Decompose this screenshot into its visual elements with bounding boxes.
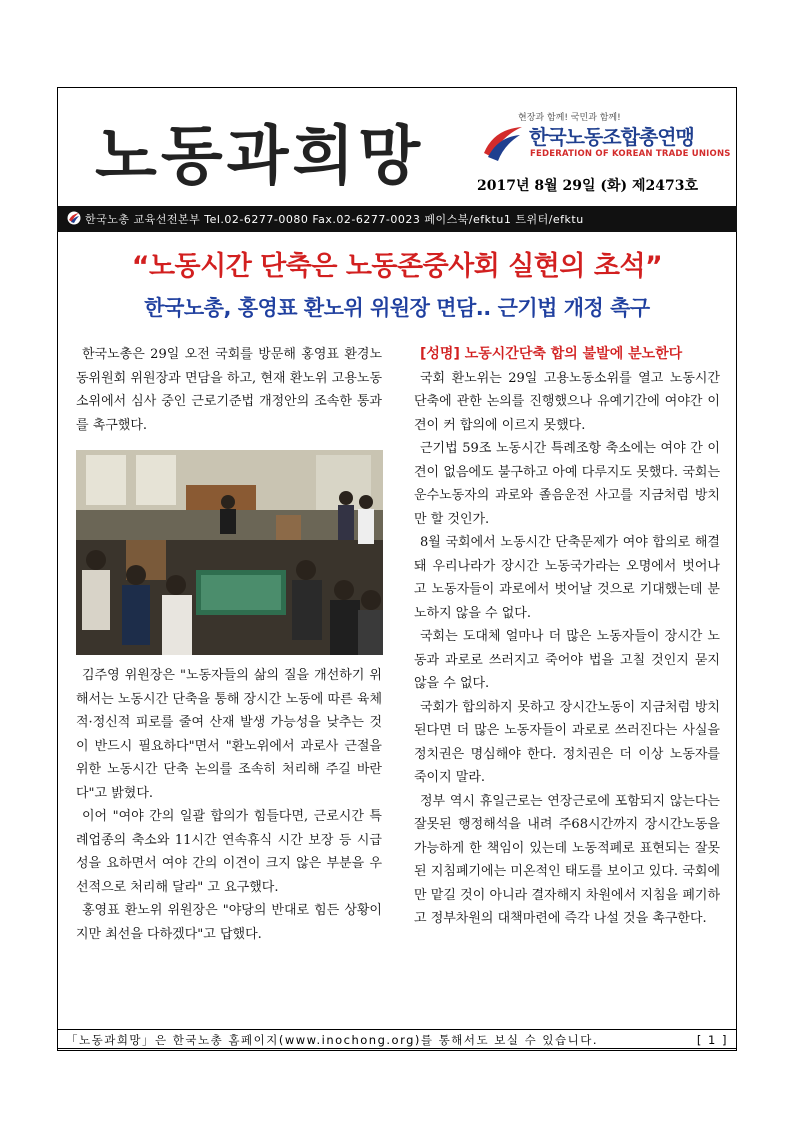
- meeting-photo: [76, 450, 383, 655]
- org-name-english: FEDERATION OF KOREAN TRADE UNIONS: [530, 149, 731, 159]
- meeting-photo-image: [76, 450, 383, 655]
- newsletter-title: 노동과희망: [95, 119, 425, 194]
- headline: “노동시간 단축은 노동존중사회 실현의 초석”: [131, 251, 663, 282]
- page-number: [ 1 ]: [696, 1033, 728, 1047]
- footer: [57, 1029, 737, 1051]
- article-paragraph: 홍영표 환노위 위원장은 "야당의 반대로 힘든 상황이지만 최선을 다하겠다"고 답했다.: [76, 903, 382, 942]
- statement-paragraph: 국회 환노위는 29일 고용노동소위를 열고 노동시간 단축에 관한 논의를 진행했으나 유예기간에 여야간 이견이 커 합의에 이르지 못했다.: [414, 370, 720, 433]
- contact-bar: [57, 206, 737, 232]
- right-column: [414, 343, 720, 931]
- statement-title: [성명] 노동시간단축 합의 불발에 분노한다: [420, 346, 683, 362]
- statement-paragraph: 정부 역시 휴일근로는 연장근로에 포함되지 않는다는 잘못된 행정해석을 내려 주68시간까지 장시간노동을 가능하게 한 책임이 있는데 노동적폐로 표현되는 잘못된 지침폐기에는 미온적인 태도를 보이고 있다. 국회에만 맡길 것이 아니라 결자해지 차원에서 지침을 폐기하고 정부차원의 대책마련에 즉각 나설 것을 촉구한다.: [414, 793, 720, 926]
- subheadline: 한국노총, 홍영표 환노위 위원장 면담.. 근기법 개정 촉구: [144, 296, 650, 320]
- statement-paragraph: 국회는 도대체 얼마나 더 많은 노동자들이 장시간 노동과 과로로 쓰러지고 죽어야 법을 고칠 것인지 묻지 않을 수 없다.: [414, 629, 720, 691]
- footer-text: 「노동과희망」은 한국노총 홈페이지(www.inochong.org)를 통해서도 보실 수 있습니다.: [66, 1033, 598, 1047]
- statement-paragraph: 근기법 59조 노동시간 특례조항 축소에는 여야 간 이견이 없음에도 불구하고 아예 다루지도 못했다. 국회는 운수노동자의 과로와 졸음운전 사고를 지금처럼 방치만 할 것인가.: [414, 441, 720, 527]
- slogan: 현장과 함께! 국민과 함께!: [518, 113, 621, 123]
- article-paragraph: 이어 "여야 간의 일괄 합의가 힘들다면, 근로시간 특례업종의 축소와 11시간 연속휴식 시간 보장 등 시급성을 요하면서 여야 간의 이견이 크지 않은 부분을 우선적으로 처리해 달라" 고 요구했다.: [76, 809, 382, 895]
- article-paragraph: 김주영 위원장은 "노동자들의 삶의 질을 개선하기 위해서는 노동시간 단축을 통해 장시간 노동에 따른 육체적·정신적 피로를 줄여 산재 발생 가능성을 낮추는 것이 반드시 필요하다"면서 "환노위에서 과로사 근절을 위한 노동시간 단축 논의를 조속히 처리해 주길 바란다"고 밝혔다.: [76, 668, 382, 801]
- statement-paragraph: 8월 국회에서 노동시간 단축문제가 여야 합의로 해결돼 우리나라가 장시간 노동국가라는 오명에서 벗어나고 노동자들이 과로에서 벗어날 것으로 기대했는데 분노하지 않을 수 없다.: [414, 535, 720, 621]
- fktu-logo-icon: [480, 123, 526, 163]
- left-column-body: [76, 664, 382, 946]
- article-paragraph: 한국노총은 29일 오전 국회를 방문해 홍영표 환경노동위원회 위원장과 면담을 하고, 현재 환노위 고용노동소위에서 심사 중인 근로기준법 개정안의 조속한 통과를 촉구했다.: [76, 347, 382, 433]
- left-column-intro: [76, 343, 382, 437]
- contact-info: 한국노총 교육선전본부 Tel.02-6277-0080 Fax.02-6277-0023 페이스북/efktu1 트위터/efktu: [85, 213, 584, 226]
- org-name-korean: 한국노동조합총연맹: [529, 125, 694, 149]
- masthead: [57, 87, 737, 205]
- statement-paragraph: 국회가 합의하지 못하고 장시간노동이 지금처럼 방치된다면 더 많은 노동자들이 과로로 쓰러진다는 사실을 정치권은 명심해야 한다. 정치권은 더 이상 노동자를 죽이지 말라.: [414, 699, 720, 785]
- issue-date: 2017년 8월 29일 (화) 제2473호: [477, 178, 699, 194]
- fktu-small-logo-icon: [67, 211, 81, 225]
